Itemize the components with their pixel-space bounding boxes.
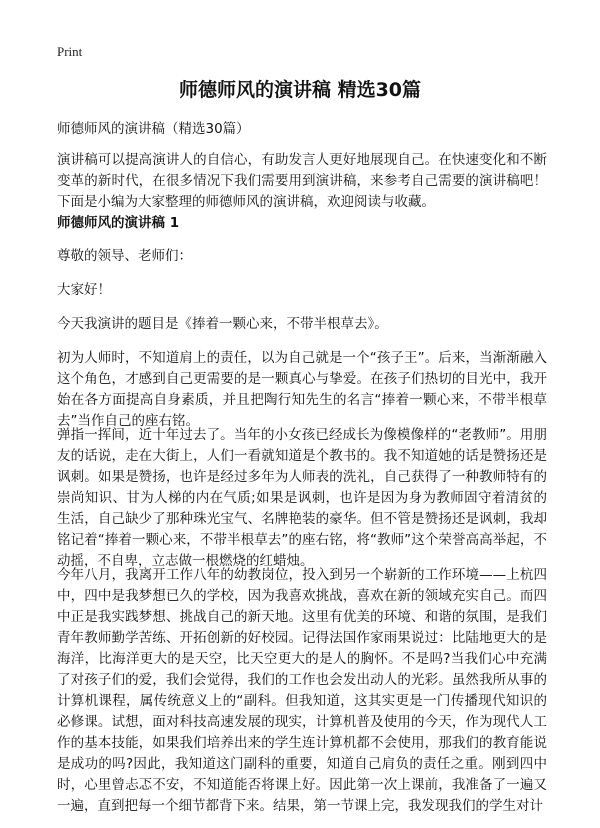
greeting-paragraph: 大家好！ <box>57 282 111 298</box>
body-paragraph: 弹指一挥间，近十年过去了。当年的小女孩已经成长为像模像样的“老教师”。用朋友的话说，走在大街上，人们一看就知道是个教书的。我不知道她的话是赞扬还是讽刺。如果是赞扬，也许是经过多年为人师表的洗礼，自己获得了一种教师特有的崇尚知识、甘为人梯的内在气质;如果是讽刺，也许是因为身为教师固守着清贫的生活，自己缺少了那种珠光宝气、名牌艳装的豪华。但不管是赞扬还是讽刺，我却铭记着“捧着一颗心来，不带半根草去”的座右铭，将“教师”这个荣誉高高举起，不动摇，不自卑，立志做一根燃烧的红蜡烛。 <box>57 427 547 569</box>
topic-paragraph: 今天我演讲的题目是《捧着一颗心来，不带半根草去》。 <box>57 316 388 332</box>
print-link[interactable]: Print <box>57 44 83 59</box>
document-subtitle: 师德师风的演讲稿（精选30篇） <box>57 121 250 137</box>
page-title: 师德师风的演讲稿 精选30篇 <box>178 79 422 101</box>
salutation-paragraph: 尊敬的领导、老师们： <box>57 248 192 264</box>
body-paragraph: 初为人师时，不知道肩上的责任，以为自己就是一个“孩子王”。后来，当渐渐融入这个角色，才感到自己更需要的是一颗真心与挚爱。在孩子们热切的目光中，我开始在各方面提高自身素质，并且把陶行知先生的名言“捧着一颗心来，不带半根草去”当作自己的座右铭。 <box>57 350 547 429</box>
body-paragraph: 今年八月，我离开工作八年的幼教岗位，投入到另一个崭新的工作环境——上杭四中，四中是我梦想已久的学校，因为我喜欢挑战，喜欢在新的领域充实自己。而四中正是我实践梦想、挑战自己的新天地。这里有优美的环境、和谐的氛围，是我们青年教师勤学苦练、开拓创新的好校园。记得法国作家雨果说过：比陆地更大的是海洋，比海洋更大的是天空，比天空更大的是人的胸怀。不是吗?当我们心中充满了对孩子们的爱，我们会觉得，我们的工作也会发出动人的光彩。虽然我所从事的计算机课程，属传统意义上的“副科。但我知道，这其实更是一门传播现代知识的必修课。试想，面对科技高速发展的现实，计算机普及使用的今天，作为现代人工作的基本技能，如果我们培养出来的学生连计算机都不会使用，那我们的教育能说是成功的吗?因此，我知道这门副科的重要，知道自己肩负的责任之重。刚到四中时，心里曾忐忑不安，不知道能否将课上好。因此第一次上课前，我准备了一遍又一遍，直到把每一个细节都背下来。结果，第一节课上完，我发现我们的学生对计 <box>57 567 547 814</box>
section-heading: 师德师风的演讲稿 1 <box>57 215 180 231</box>
intro-paragraph: 演讲稿可以提高演讲人的自信心，有助发言人更好地展现自己。在快速变化和不断变革的新时代，在很多情况下我们需要用到演讲稿，来参考自己需要的演讲稿吧！下面是小编为大家整理的师德师风的演讲稿，欢迎阅读与收藏。 <box>57 152 547 210</box>
